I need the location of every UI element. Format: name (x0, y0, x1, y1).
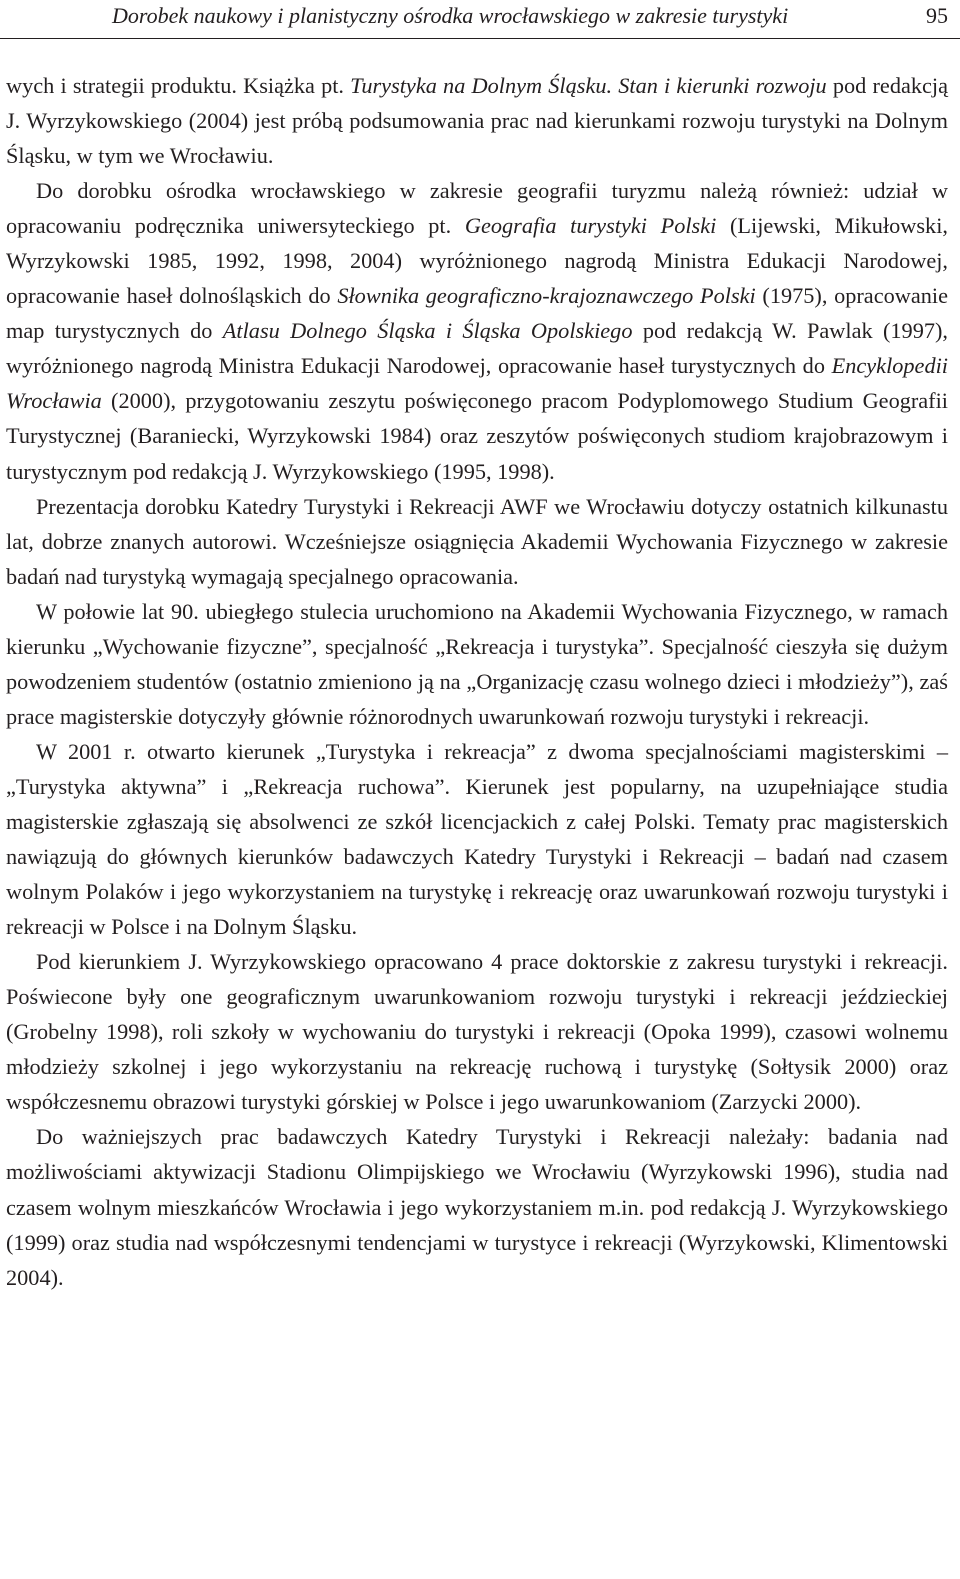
italic-title-run: Geografia turystyki Polski (464, 213, 717, 239)
paragraph-research-works (6, 1119, 948, 1294)
text-run: pod redakcją J. Wyrzykowskiego (2004) jest próbą podsumowania prac nad kierunkami rozwoju turystyki na Dolnym Śląsku, w tym we Wrocławiu. (6, 73, 948, 169)
text-run: Do dorobku ośrodka wrocławskiego w zakresie geografii turyzmu należą również: udział w opracowaniu podręcznika uniwersyteckiego pt. (6, 178, 948, 239)
running-header (0, 0, 960, 39)
paragraph-department-presentation (6, 489, 948, 594)
text-run: (Lijewski, Mikułowski, Wyrzykowski 1985, 1992, 1998, 2004) wyróżnionego nagrodą Ministra Edukacji Narodowej, opracowanie haseł dolnośląskich do (6, 213, 948, 309)
text-run: (2000), przygotowaniu zeszytu poświęconego pracom Podyplomowego Studium Geografii Turystycznej (Baraniecki, Wyrzykowski 1984) oraz zeszytów poświęconych studiom krajobrazowym i turystycznym pod redakcją J. Wyrzykowskiego (1995, 1998). (6, 388, 948, 484)
text-run: pod redakcją W. Pawlak (1997), wyróżnionego nagrodą Ministra Edukacji Narodowej, opracowanie haseł turystycznych do (6, 318, 948, 379)
italic-title-run: Encyklopedii Wrocławia (6, 353, 948, 414)
text-run: Pod kierunkiem J. Wyrzykowskiego opracowano 4 prace doktorskie z zakresu turystyki i rekreacji. Poświecone były one geograficznym uwarunkowaniom rozwoju turystyki i rekreacji jeździeckiej (Grobelny 1998), roli szkoły w wychowaniu do turystyki i rekreacji (Opoka 1999), czasowi wolnemu młodzieży szkolnej i jego wykorzystaniu na rekreację ruchową i turystykę (Sołtysik 2000) oraz współczesnemu obrazowi turystyki górskiej w Polsce i jego uwarunkowaniom (Zarzycki 2000). (6, 949, 948, 1115)
text-run: Prezentacja dorobku Katedry Turystyki i Rekreacji AWF we Wrocławiu dotyczy ostatnich kilkunastu lat, dobrze znanych autorowi. Wcześniejsze osiągnięcia Akademii Wychowania Fizycznego w zakresie badań nad turystyką wymagają specjalnego opracowania. (6, 493, 948, 589)
text-run: (1975), opracowanie map turystycznych do (6, 283, 948, 344)
body-text (6, 68, 948, 1295)
italic-title-run: Atlasu Dolnego Śląska i Śląska Opolskiego (222, 318, 633, 344)
running-header-title: Dorobek naukowy i planistyczny ośrodka wrocławskiego w zakresie turystyki (112, 3, 789, 28)
text-run: W 2001 r. otwarto kierunek „Turystyka i rekreacja” z dwoma specjalnościami magisterskimi – „Turystyka aktywna” i „Rekreacja ruchowa”. Kierunek jest popularny, na uzupełniające studia magisterskie zgłaszają się absolwenci ze szkół licencjackich z całej Polski. Tematy prac magisterskich nawiązują do głównych kierunków badawczych Katedry Turystyki i Rekreacji – badań nad czasem wolnym Polaków i jego wykorzystaniem na turystykę i rekreację oraz uwarunkowań rozwoju turystyki i rekreacji w Polsce i na Dolnym Śląsku. (6, 738, 948, 940)
paragraph-new-program (6, 734, 948, 944)
text-run: Do ważniejszych prac badawczych Katedry Turystyki i Rekreacji należały: badania nad możliwościami aktywizacji Stadionu Olimpijskiego we Wrocławiu (Wyrzykowski 1996), studia nad czasem wolnym mieszkańców Wrocławia i jego wykorzystaniem m.in. pod redakcją J. Wyrzykowskiego (1999) oraz studia nad współczesnymi tendencjami w turystyce i rekreacji (Wyrzykowski, Klimentowski 2004). (6, 1124, 948, 1290)
italic-title-run: Turystyka na Dolnym Śląsku. Stan i kierunki rozwoju (350, 73, 827, 98)
paragraph-doctoral-theses (6, 944, 948, 1119)
page-number: 95 (926, 3, 948, 28)
text-run: W połowie lat 90. ubiegłego stulecia uruchomiono na Akademii Wychowania Fizycznego, w ramach kierunku „Wychowanie fizyczne”, specjalność „Rekreacja i turystyka”. Specjalność cieszyła się dużym powodzeniem studentów (ostatnio zmieniono ją na „Organizację czasu wolnego dzieci i młodzieży”), zaś prace magisterskie dotyczyły głównie różnorodnych uwarunkowań rozwoju turystyki i rekreacji. (6, 598, 948, 729)
paragraph-continuation (6, 68, 948, 173)
italic-title-run: Słownika geograficzno-krajoznawczego Polski (337, 283, 756, 309)
text-run: wych i strategii produktu. Książka pt. (6, 73, 351, 98)
paragraph-geography-achievements (6, 173, 948, 488)
paragraph-specialization (6, 594, 948, 734)
